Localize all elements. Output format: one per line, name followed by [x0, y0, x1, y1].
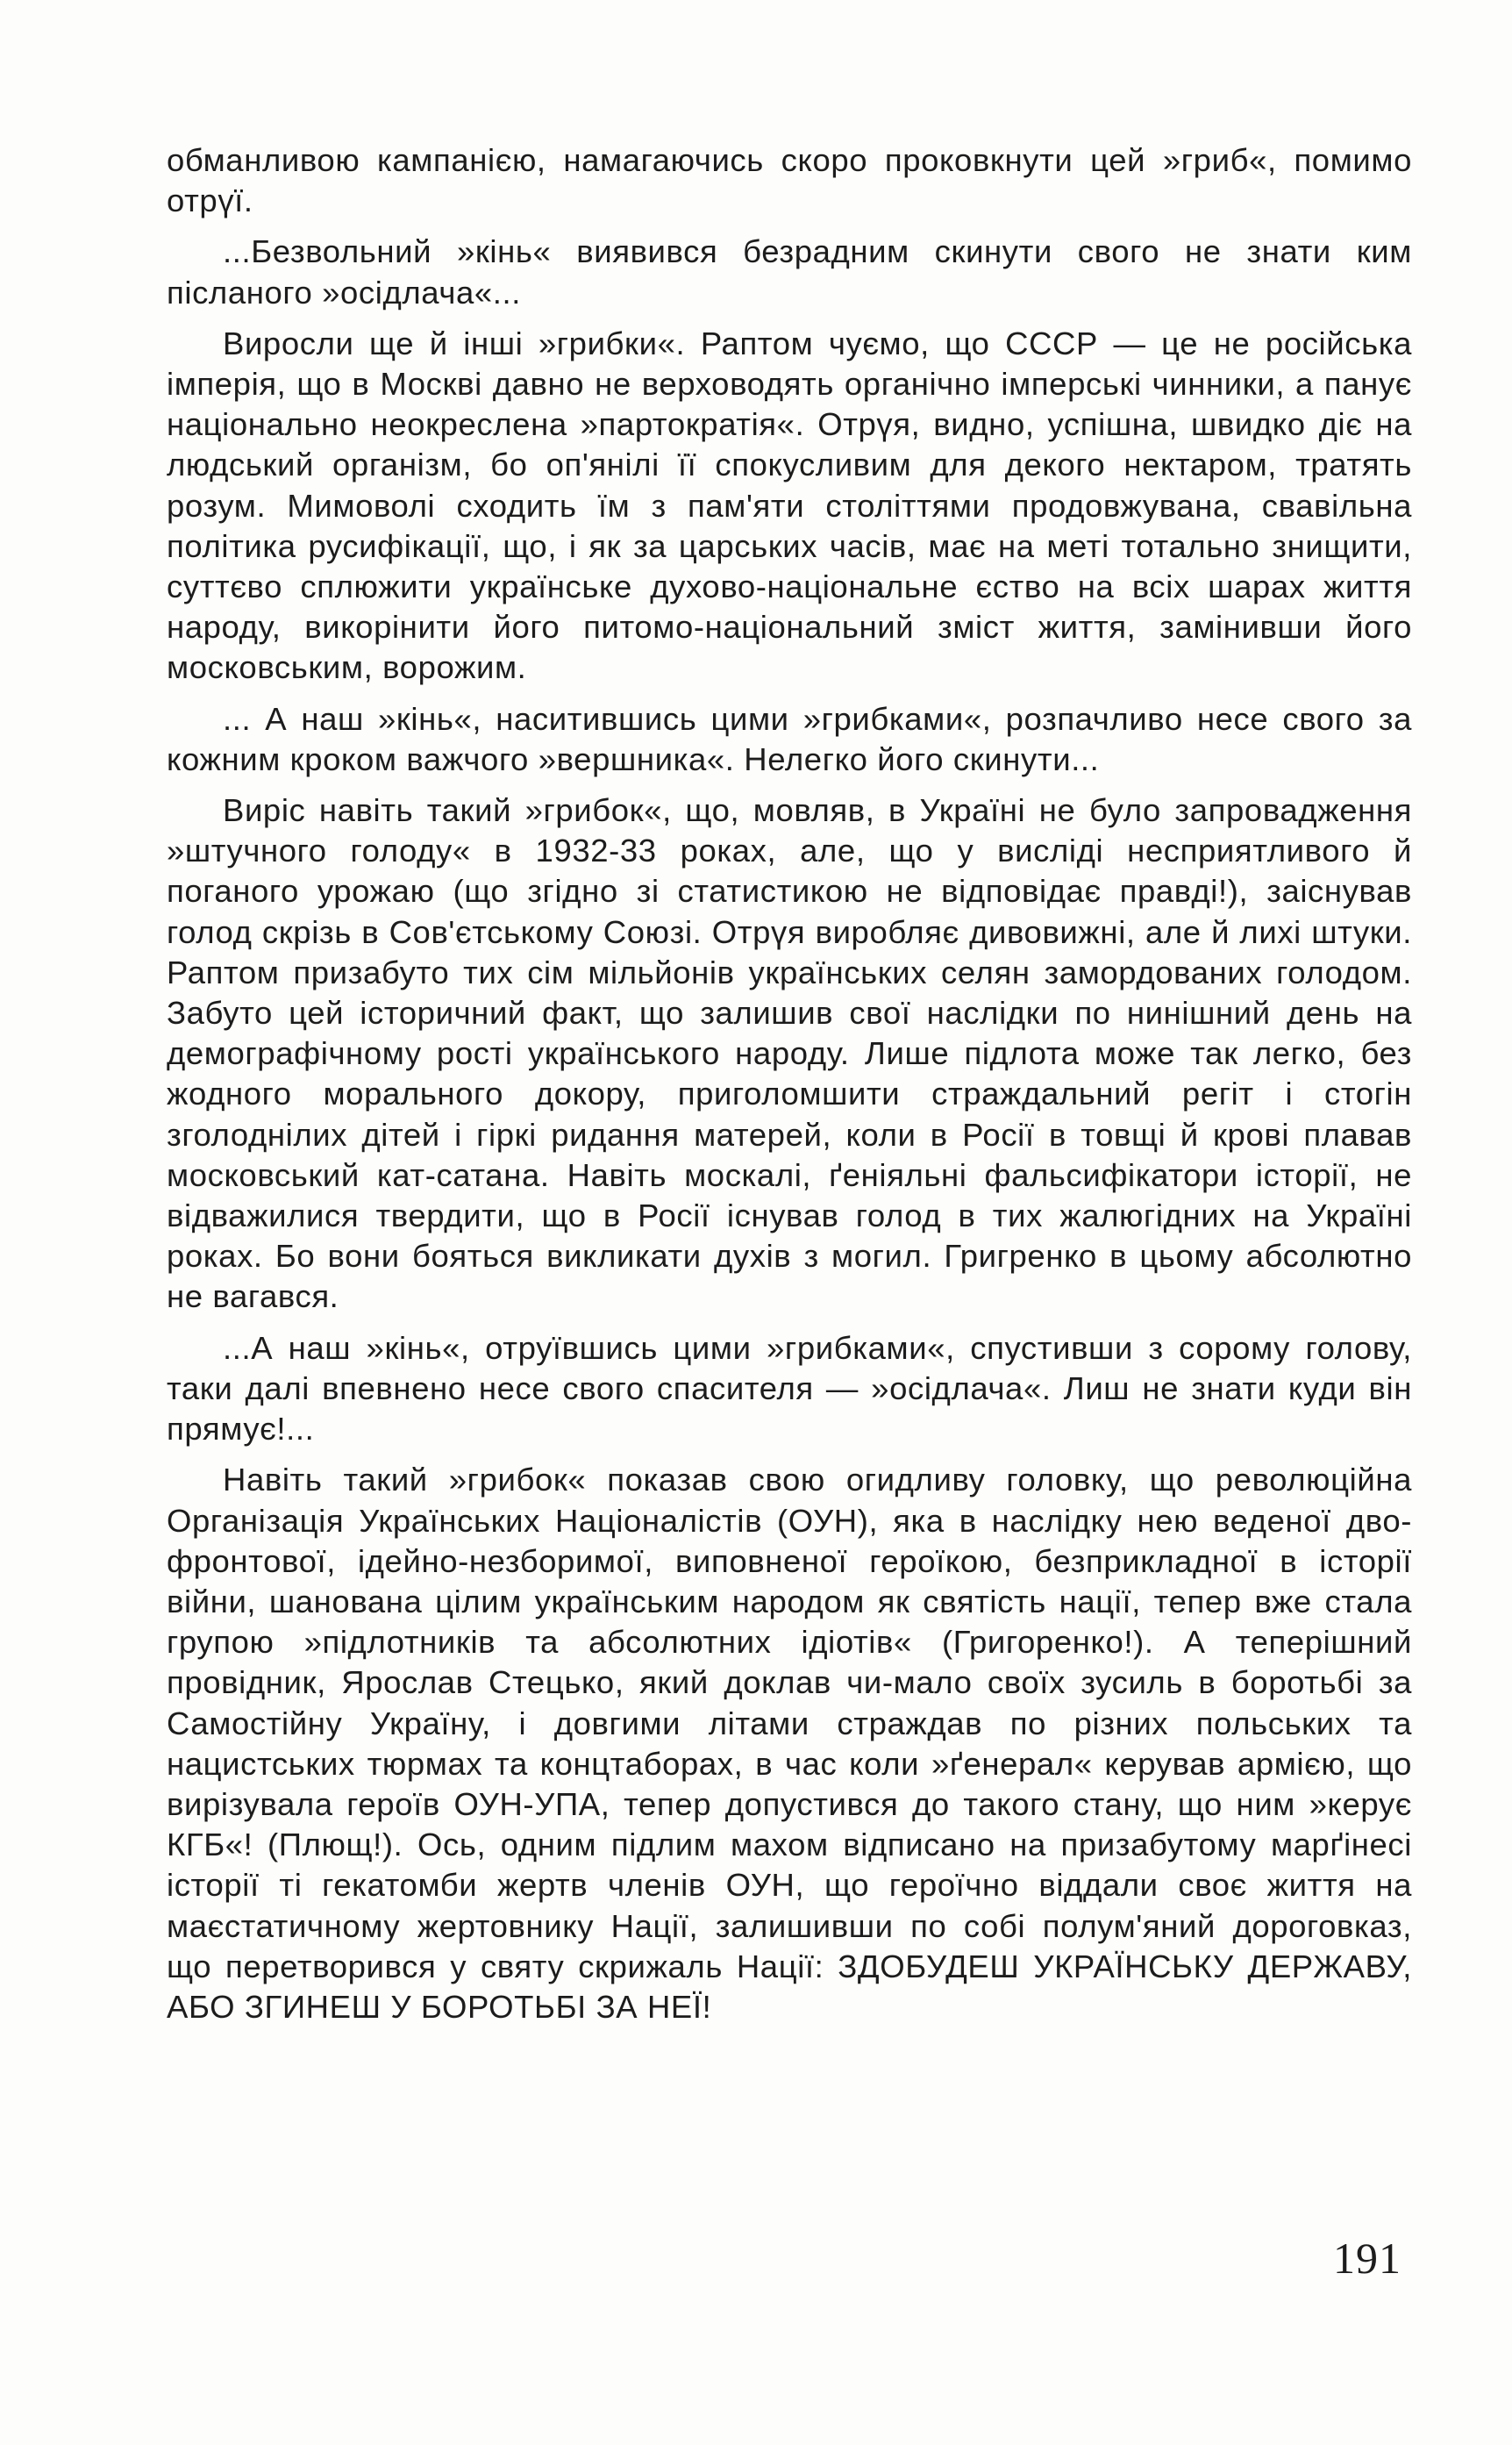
paragraph-3: Виросли ще й інші »грибки«. Раптом чуємо, що СССР — це не російська імперія, що в Москві давно не верховодять органічно імперські чинники, а панує національно неокреслена »партократія«. Отрүя, видно, успішна, швидко діє на людський організм, бо оп'янілі її спокусливим для декого нектаром, тратять розум. Мимоволі сходить їм з пам'яти століттями продовжувана, свавільна політика русифікації, що, і як за царських часів, має на меті тотально знищити, суттєво сплюжити українське духово-національне єство на всіх шарах життя народу, викорінити його питомо-національний зміст життя, замінивши його московським, ворожим. — [167, 325, 1412, 686]
paragraph-5: Виріс навіть такий »грибок«, що, мовляв, в Україні не було запровадження »штучного голоду« в 1932-33 роках, але, що у висліді несприятливого й поганого урожаю (що згідно зі статистикою не відповідає правді!), заіснував голод скрізь в Сов'єтському Союзі. Отрүя виробляє дивовижні, але й лихі штуки. Раптом призабуто тих сім мільйонів українських селян замордованих голодом. Забуто цей історичний факт, що залишив свої наслідки по нинішний день на демографічному рості українського народу. Лише підлота може так легко, без жодного морального докору, приголомшити страждальний регіт і стогін зголоднілих дітей і гіркі ридання матерей, коли в Росії в товщі й крові плавав московський кат-сатана. Навіть москалі, ґеніяльні фальсифікатори історії, не відважилися твердити, що в Росії існував голод в тих жалюгідних на Україні роках. Бо вони бояться викликати духів з могил. Григренко в цьому абсолютно не вагався. — [167, 792, 1412, 1315]
paragraph-1: обманливою кампанією, намагаючись скоро проковкнути цей »гриб«, помимо отрүї. — [167, 142, 1412, 219]
paragraph-4: ... А наш »кінь«, наситившись цими »грибками«, розпачливо несе свого за кожним кроком важчого »вершника«. Нелегко його скинути... — [167, 700, 1412, 777]
page-body-text — [167, 140, 1412, 2038]
page-number: 191 — [1333, 2234, 1401, 2283]
paragraph-7: Навіть такий »грибок« показав свою огидливу головку, що революційна Організація Українських Націоналістів (ОУН), яка в наслідку нею веденої дво-фронтової, ідейно-незборимої, виповненої героїкою, безприкладної в історії війни, шанована цілим українським народом як святість нації, тепер вже стала групою »підлотників та абсолютних ідіотів« (Григоренко!). А теперішний провідник, Ярослав Стецько, який доклав чи-мало своїх зусиль в боротьбі за Самостійну Україну, і довгими літами страждав по різних польських та нацистських тюрмах та концтаборах, в час коли »ґенерал« керував армією, що вирізувала героїв ОУН-УПА, тепер допустився до такого стану, що ним »керує КГБ«! (Плющ!). Ось, одним підлим махом відписано на призабутому марґінесі історії ті гекатомби жертв членів ОУН, що героїчно віддали своє життя на маєстатичному жертовнику Нації, залишивши по собі полум'яний дороговказ, що перетворився у святу скрижаль Нації: ЗДОБУДЕШ УКРАЇНСЬКУ ДЕРЖАВУ, АБО ЗГИНЕШ У БОРОТЬБІ ЗА НЕЇ! — [167, 1462, 1412, 2025]
paragraph-2: ...Безвольний »кінь« виявився безрадним скинути свого не знати ким післаного »осідлача«... — [167, 233, 1412, 311]
paragraph-6: ...А наш »кінь«, отруївшись цими »грибками«, спустивши з сорому голову, таки далі впевнено несе свого спасителя — »осідлача«. Лиш не знати куди він прямує!... — [167, 1329, 1412, 1448]
